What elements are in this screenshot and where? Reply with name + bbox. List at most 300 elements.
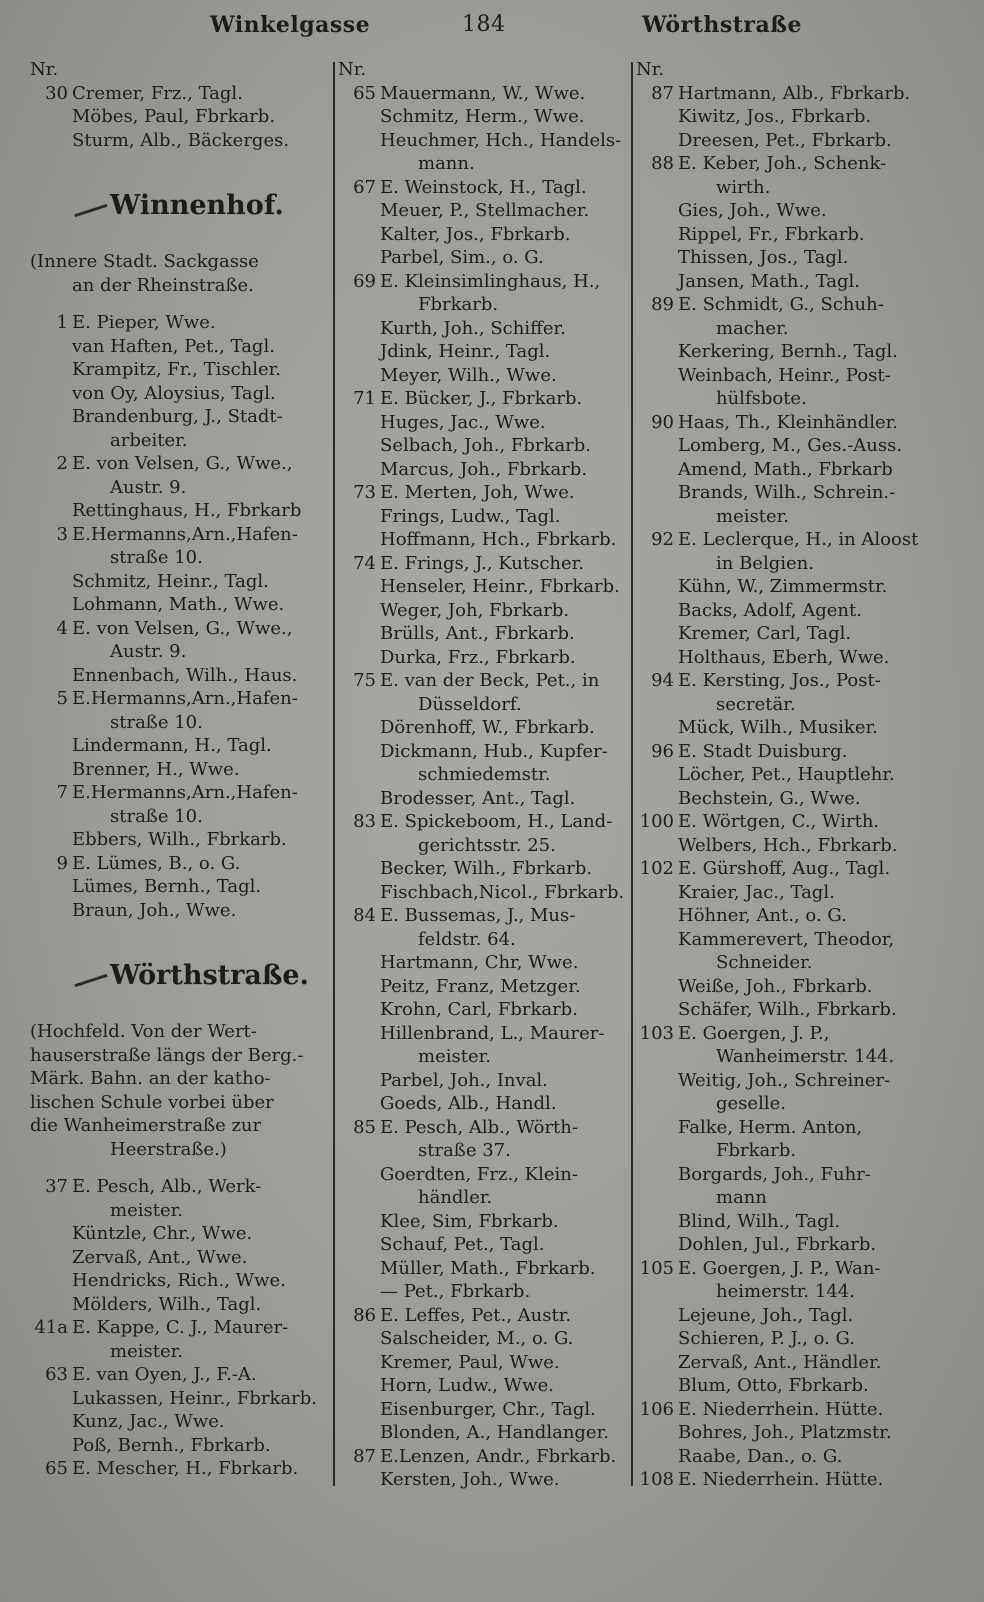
page-header bbox=[0, 12, 984, 52]
directory-entry-line bbox=[338, 1280, 628, 1304]
entry-text: geselle. bbox=[716, 1093, 786, 1114]
entry-text: Salscheider, M., o. G. bbox=[380, 1328, 574, 1349]
directory-entry-line bbox=[338, 975, 628, 999]
directory-entry-line bbox=[338, 1351, 628, 1375]
directory-entry-line bbox=[338, 575, 628, 599]
entry-text: Brodesser, Ant., Tagl. bbox=[380, 787, 576, 809]
entry-text: Zervaß, Ant., Wwe. bbox=[72, 1246, 248, 1268]
entry-text: Mück, Wilh., Musiker. bbox=[678, 717, 878, 738]
directory-entry-line bbox=[636, 928, 936, 952]
entry-text: straße 37. bbox=[418, 1140, 511, 1161]
directory-entry-line bbox=[636, 1210, 936, 1234]
directory-entry-line bbox=[30, 82, 330, 106]
house-number: 87 bbox=[651, 82, 674, 104]
directory-entry-line bbox=[338, 105, 628, 129]
directory-entry-line bbox=[636, 1233, 936, 1257]
entry-text: Selbach, Joh., Fbrkarb. bbox=[380, 435, 592, 456]
directory-entry-line bbox=[338, 1257, 628, 1281]
entry-text: E. Niederrhein. Hütte. bbox=[678, 1398, 884, 1420]
house-number: 105 bbox=[639, 1257, 674, 1279]
directory-entry-line bbox=[636, 1351, 936, 1375]
directory-entry-line bbox=[30, 523, 330, 547]
directory-entry-line bbox=[636, 364, 936, 388]
entry-text: Möbes, Paul, Fbrkarb. bbox=[72, 106, 276, 127]
house-number: 75 bbox=[353, 670, 376, 691]
house-number: 94 bbox=[651, 670, 674, 691]
directory-entry-line bbox=[636, 857, 936, 881]
entry-text: Wanheimerstr. 144. bbox=[716, 1046, 895, 1067]
column-divider bbox=[333, 62, 335, 1486]
entry-text: Bohres, Joh., Platzmstr. bbox=[678, 1422, 892, 1443]
directory-entry-line bbox=[636, 1022, 936, 1046]
entry-text: Meyer, Wilh., Wwe. bbox=[380, 364, 557, 386]
directory-entry-line bbox=[636, 340, 936, 364]
entry-text: Schneider. bbox=[716, 952, 813, 973]
header-right-street: Wörthstraße bbox=[642, 12, 802, 38]
entry-text: lischen Schule vorbei über bbox=[30, 1091, 274, 1113]
directory-entry-line bbox=[338, 1327, 628, 1351]
directory-entry-line bbox=[30, 311, 330, 335]
house-number: 65 bbox=[353, 82, 376, 104]
directory-entry-line bbox=[30, 1363, 330, 1387]
directory-entry-line bbox=[636, 834, 936, 858]
directory-entry-line bbox=[636, 1139, 936, 1163]
house-number: 86 bbox=[353, 1304, 376, 1326]
entry-text: Krohn, Carl, Fbrkarb. bbox=[380, 999, 578, 1020]
directory-entry-line bbox=[636, 387, 936, 411]
directory-entry-line bbox=[338, 481, 628, 505]
directory-entry-line bbox=[30, 1387, 330, 1411]
house-number: 90 bbox=[651, 411, 674, 433]
entry-text: E. Weinstock, H., Tagl. bbox=[380, 176, 587, 198]
spacer bbox=[30, 297, 330, 311]
entry-text: E. Goergen, J. P., bbox=[678, 1022, 830, 1044]
house-number: 41a bbox=[34, 1317, 68, 1338]
entry-text: meister. bbox=[110, 1199, 183, 1221]
entry-text: hauserstraße längs der Berg.- bbox=[30, 1044, 304, 1066]
entry-text: Nr. bbox=[338, 59, 367, 80]
entry-text: macher. bbox=[716, 317, 789, 339]
entry-text: Brands, Wilh., Schrein.- bbox=[678, 482, 896, 503]
entry-text: Krampitz, Fr., Tischler. bbox=[72, 359, 282, 380]
entry-text: Fbrkarb. bbox=[716, 1140, 797, 1161]
house-number: 100 bbox=[639, 811, 674, 832]
entry-text: Parbel, Sim., o. G. bbox=[380, 247, 544, 268]
entry-text: straße 10. bbox=[110, 805, 203, 827]
entry-text: (Hochfeld. Von der Wert- bbox=[30, 1021, 257, 1042]
house-number: 71 bbox=[353, 388, 376, 409]
directory-entry-line bbox=[636, 622, 936, 646]
entry-text: Lindermann, H., Tagl. bbox=[72, 735, 272, 756]
entry-text: E. Keber, Joh., Schenk- bbox=[678, 153, 887, 174]
entry-text: Gies, Joh., Wwe. bbox=[678, 200, 827, 221]
entry-text: Dohlen, Jul., Fbrkarb. bbox=[678, 1234, 877, 1255]
directory-entry-line bbox=[30, 805, 330, 829]
directory-entry-line bbox=[636, 1421, 936, 1445]
directory-entry-line bbox=[338, 364, 628, 388]
entry-text: Parbel, Joh., Inval. bbox=[380, 1069, 548, 1091]
directory-entry-line bbox=[30, 1138, 330, 1162]
entry-text: Lümes, Bernh., Tagl. bbox=[72, 876, 262, 897]
directory-entry-line bbox=[338, 270, 628, 294]
house-number: 65 bbox=[45, 1458, 68, 1479]
directory-entry-line bbox=[636, 528, 936, 552]
entry-text: Sturm, Alb., Bäckerges. bbox=[72, 129, 290, 151]
entry-text: Jdink, Heinr., Tagl. bbox=[380, 341, 551, 362]
house-number: 9 bbox=[56, 852, 68, 874]
spacer bbox=[30, 1161, 330, 1175]
entry-text: Löcher, Pet., Hauptlehr. bbox=[678, 764, 895, 785]
directory-entry-line bbox=[30, 570, 330, 594]
directory-entry-line bbox=[338, 998, 628, 1022]
entry-text: in Belgien. bbox=[716, 552, 814, 574]
house-number: 3 bbox=[56, 523, 68, 545]
entry-text: Schmitz, Heinr., Tagl. bbox=[72, 570, 269, 592]
entry-text: Kurth, Joh., Schiffer. bbox=[380, 317, 566, 339]
directory-entry-line bbox=[30, 781, 330, 805]
entry-text: Raabe, Dan., o. G. bbox=[678, 1445, 843, 1467]
directory-entry-line bbox=[338, 317, 628, 341]
entry-text: E. Leclerque, H., in Aloost bbox=[678, 529, 919, 550]
directory-entry-line bbox=[338, 1186, 628, 1210]
entry-text: Hendricks, Rich., Wwe. bbox=[72, 1270, 286, 1291]
directory-entry-line bbox=[636, 129, 936, 153]
directory-entry-line bbox=[338, 223, 628, 247]
entry-text: straße 10. bbox=[110, 711, 203, 733]
entry-text: Lejeune, Joh., Tagl. bbox=[678, 1304, 854, 1326]
directory-entry-line bbox=[30, 617, 330, 641]
directory-entry-line bbox=[338, 552, 628, 576]
directory-entry-line bbox=[30, 1410, 330, 1434]
entry-text: Eisenburger, Chr., Tagl. bbox=[380, 1398, 596, 1420]
spacer bbox=[30, 922, 330, 946]
directory-entry-line bbox=[338, 246, 628, 270]
directory-entry-line bbox=[636, 270, 936, 294]
column-3 bbox=[636, 58, 936, 1492]
directory-entry-line bbox=[636, 199, 936, 223]
directory-entry-line bbox=[30, 852, 330, 876]
spacer bbox=[30, 152, 330, 176]
entry-text: E. Bücker, J., Fbrkarb. bbox=[380, 388, 583, 409]
directory-entry-line bbox=[636, 176, 936, 200]
entry-text: Brandenburg, J., Stadt- bbox=[72, 406, 283, 427]
directory-entry-line bbox=[30, 1175, 330, 1199]
directory-entry-line bbox=[338, 1092, 628, 1116]
directory-entry-line bbox=[30, 476, 330, 500]
directory-entry-line bbox=[636, 951, 936, 975]
directory-entry-line bbox=[338, 58, 628, 82]
entry-text: Austr. 9. bbox=[110, 476, 187, 498]
heading-dash bbox=[74, 204, 107, 217]
entry-text: Ennenbach, Wilh., Haus. bbox=[72, 664, 298, 686]
directory-entry-line bbox=[30, 58, 330, 82]
house-number: 1 bbox=[56, 312, 68, 333]
directory-entry-line bbox=[338, 1163, 628, 1187]
house-number: 85 bbox=[353, 1116, 376, 1138]
entry-text: Schäfer, Wilh., Fbrkarb. bbox=[678, 999, 897, 1020]
directory-entry-line bbox=[636, 1327, 936, 1351]
entry-text: E. Kappe, C. J., Maurer- bbox=[72, 1317, 289, 1338]
directory-entry-line bbox=[338, 1445, 628, 1469]
entry-text: Märk. Bahn. an der katho- bbox=[30, 1068, 271, 1089]
entry-text: Ebbers, Wilh., Fbrkarb. bbox=[72, 829, 287, 850]
column-2 bbox=[338, 58, 628, 1492]
page-number: 184 bbox=[462, 12, 506, 37]
entry-text: Höhner, Ant., o. G. bbox=[678, 905, 847, 926]
entry-text: secretär. bbox=[716, 693, 796, 715]
entry-text: Braun, Joh., Wwe. bbox=[72, 899, 237, 921]
directory-entry-line bbox=[30, 1246, 330, 1270]
directory-entry-line bbox=[338, 1468, 628, 1492]
directory-entry-line bbox=[338, 152, 628, 176]
directory-entry-line bbox=[636, 1374, 936, 1398]
directory-entry-line bbox=[338, 293, 628, 317]
directory-entry-line bbox=[30, 758, 330, 782]
entry-text: Müller, Math., Fbrkarb. bbox=[380, 1257, 596, 1279]
directory-entry-line bbox=[30, 875, 330, 899]
directory-entry-line bbox=[338, 1069, 628, 1093]
spacer bbox=[30, 1006, 330, 1020]
house-number: 74 bbox=[353, 552, 376, 574]
directory-entry-line bbox=[338, 740, 628, 764]
directory-entry-line bbox=[30, 687, 330, 711]
entry-text: Marcus, Joh., Fbrkarb. bbox=[380, 458, 588, 480]
directory-entry-line bbox=[30, 711, 330, 735]
directory-entry-line bbox=[338, 458, 628, 482]
entry-text: E. Gürshoff, Aug., Tagl. bbox=[678, 858, 891, 879]
entry-text: Fischbach,Nicol., Fbrkarb. bbox=[380, 881, 625, 903]
directory-entry-line bbox=[30, 899, 330, 923]
entry-text: — Pet., Fbrkarb. bbox=[380, 1281, 531, 1302]
directory-entry-line bbox=[30, 335, 330, 359]
directory-entry-line bbox=[636, 693, 936, 717]
directory-entry-line bbox=[338, 928, 628, 952]
entry-text: Poß, Bernh., Fbrkarb. bbox=[72, 1434, 271, 1456]
street-heading bbox=[30, 946, 330, 1006]
entry-text: E. Lümes, B., o. G. bbox=[72, 852, 241, 874]
header-left-street: Winkelgasse bbox=[210, 12, 371, 38]
directory-entry-line bbox=[30, 405, 330, 429]
entry-text: E. Wörtgen, C., Wirth. bbox=[678, 811, 880, 832]
directory-entry-line bbox=[636, 317, 936, 341]
directory-entry-line bbox=[30, 1269, 330, 1293]
directory-entry-line bbox=[636, 434, 936, 458]
house-number: 37 bbox=[45, 1176, 68, 1197]
entry-text: meister. bbox=[110, 1340, 183, 1362]
house-number: 92 bbox=[651, 529, 674, 550]
entry-text: Schauf, Pet., Tagl. bbox=[380, 1234, 545, 1255]
entry-text: E. Schmidt, G., Schuh- bbox=[678, 294, 884, 315]
directory-entry-line bbox=[30, 546, 330, 570]
house-number: 87 bbox=[353, 1445, 376, 1467]
directory-entry-line bbox=[30, 828, 330, 852]
entry-text: Dreesen, Pet., Fbrkarb. bbox=[678, 129, 892, 151]
house-number: 83 bbox=[353, 811, 376, 832]
directory-entry-line bbox=[636, 1092, 936, 1116]
directory-entry-line bbox=[636, 105, 936, 129]
entry-text: Hillenbrand, L., Maurer- bbox=[380, 1022, 605, 1044]
directory-entry-line bbox=[30, 1293, 330, 1317]
directory-entry-line bbox=[636, 810, 936, 834]
entry-text: Austr. 9. bbox=[110, 641, 187, 662]
directory-entry-line bbox=[636, 1116, 936, 1140]
entry-text: meister. bbox=[418, 1046, 491, 1067]
house-number: 84 bbox=[353, 905, 376, 926]
entry-text: Heerstraße.) bbox=[110, 1138, 227, 1160]
house-number: 89 bbox=[651, 294, 674, 315]
entry-text: Blum, Otto, Fbrkarb. bbox=[678, 1375, 869, 1396]
entry-text: E. Goergen, J. P., Wan- bbox=[678, 1257, 881, 1279]
directory-entry-line bbox=[30, 1114, 330, 1138]
entry-text: Hartmann, Chr, Wwe. bbox=[380, 952, 579, 973]
directory-entry-line bbox=[338, 1374, 628, 1398]
entry-text: wirth. bbox=[716, 176, 771, 198]
directory-entry-line bbox=[636, 1163, 936, 1187]
directory-entry-line bbox=[636, 1445, 936, 1469]
directory-entry-line bbox=[636, 246, 936, 270]
entry-text: Kremer, Paul, Wwe. bbox=[380, 1351, 560, 1373]
entry-text: Welbers, Hch., Fbrkarb. bbox=[678, 834, 898, 856]
directory-entry-line bbox=[636, 552, 936, 576]
directory-entry-line bbox=[30, 1067, 330, 1091]
directory-entry-line bbox=[338, 693, 628, 717]
entry-text: heimerstr. 144. bbox=[716, 1281, 855, 1302]
entry-text: Kiwitz, Jos., Fbrkarb. bbox=[678, 106, 872, 127]
directory-entry-line bbox=[636, 1304, 936, 1328]
directory-entry-line bbox=[636, 787, 936, 811]
house-number: 5 bbox=[56, 688, 68, 709]
directory-entry-line bbox=[636, 458, 936, 482]
directory-entry-line bbox=[338, 1210, 628, 1234]
entry-text: Schieren, P. J., o. G. bbox=[678, 1328, 856, 1349]
entry-text: Kraier, Jac., Tagl. bbox=[678, 881, 835, 903]
house-number: 106 bbox=[639, 1398, 674, 1420]
entry-text: Blind, Wilh., Tagl. bbox=[678, 1210, 841, 1232]
house-number: 73 bbox=[353, 482, 376, 503]
entry-text: meister. bbox=[716, 505, 789, 527]
heading-dash bbox=[74, 974, 107, 987]
entry-text: Borgards, Joh., Fuhr- bbox=[678, 1163, 871, 1185]
directory-entry-line bbox=[338, 904, 628, 928]
entry-text: Blonden, A., Handlanger. bbox=[380, 1422, 609, 1443]
entry-text: Amend, Math., Fbrkarb bbox=[678, 458, 893, 480]
entry-text: E. Stadt Duisburg. bbox=[678, 740, 848, 762]
entry-text: arbeiter. bbox=[110, 429, 188, 451]
entry-text: Thissen, Jos., Tagl. bbox=[678, 247, 849, 268]
directory-entry-line bbox=[338, 1398, 628, 1422]
directory-entry-line bbox=[338, 1139, 628, 1163]
entry-text: E. Pieper, Wwe. bbox=[72, 312, 216, 333]
entry-text: Becker, Wilh., Fbrkarb. bbox=[380, 858, 593, 879]
directory-entry-line bbox=[338, 716, 628, 740]
house-number: 67 bbox=[353, 176, 376, 198]
directory-entry-line bbox=[30, 358, 330, 382]
directory-entry-line bbox=[636, 998, 936, 1022]
directory-entry-line bbox=[338, 1233, 628, 1257]
entry-text: mann. bbox=[418, 153, 475, 174]
entry-text: Huges, Jac., Wwe. bbox=[380, 411, 546, 433]
entry-text: E.Hermanns,Arn.,Hafen- bbox=[72, 523, 298, 545]
entry-text: an der Rheinstraße. bbox=[72, 274, 254, 296]
directory-entry-line bbox=[636, 740, 936, 764]
entry-text: Weger, Joh, Fbrkarb. bbox=[380, 599, 570, 621]
entry-text: (Innere Stadt. Sackgasse bbox=[30, 251, 259, 272]
directory-entry-line bbox=[338, 622, 628, 646]
directory-entry-line bbox=[30, 1434, 330, 1458]
directory-entry-line bbox=[30, 1020, 330, 1044]
entry-text: Kremer, Carl, Tagl. bbox=[678, 623, 852, 644]
directory-entry-line bbox=[30, 1044, 330, 1068]
directory-entry-line bbox=[338, 857, 628, 881]
directory-entry-line bbox=[30, 1340, 330, 1364]
entry-text: E. Kersting, Jos., Post- bbox=[678, 670, 881, 691]
street-heading-text: Wörthstraße. bbox=[110, 960, 309, 991]
directory-entry-line bbox=[30, 1222, 330, 1246]
directory-entry-line bbox=[636, 411, 936, 435]
directory-entry-line bbox=[338, 669, 628, 693]
entry-text: Mauermann, W., Wwe. bbox=[380, 82, 586, 104]
entry-text: Kunz, Jac., Wwe. bbox=[72, 1411, 225, 1432]
entry-text: Kerkering, Bernh., Tagl. bbox=[678, 341, 898, 362]
entry-text: E. van der Beck, Pet., in bbox=[380, 670, 600, 691]
entry-text: E. von Velsen, G., Wwe., bbox=[72, 453, 293, 474]
directory-entry-line bbox=[30, 1199, 330, 1223]
street-heading bbox=[30, 176, 330, 236]
directory-entry-line bbox=[636, 1045, 936, 1069]
entry-text: E. Spickeboom, H., Land- bbox=[380, 811, 613, 832]
directory-entry-line bbox=[636, 1280, 936, 1304]
entry-text: schmiedemstr. bbox=[418, 764, 551, 785]
entry-text: Goeds, Alb., Handl. bbox=[380, 1093, 557, 1114]
entry-text: Düsseldorf. bbox=[418, 693, 522, 715]
directory-entry-line bbox=[338, 129, 628, 153]
entry-text: Henseler, Heinr., Fbrkarb. bbox=[380, 576, 620, 597]
directory-entry-line bbox=[30, 499, 330, 523]
entry-text: E. van Oyen, J., F.-A. bbox=[72, 1364, 257, 1385]
entry-text: Brülls, Ant., Fbrkarb. bbox=[380, 623, 575, 644]
directory-entry-line bbox=[338, 810, 628, 834]
entry-text: Rippel, Fr., Fbrkarb. bbox=[678, 223, 865, 245]
house-number: 102 bbox=[639, 858, 674, 879]
entry-text: Kersten, Joh., Wwe. bbox=[380, 1469, 560, 1490]
house-number: 63 bbox=[45, 1364, 68, 1385]
directory-entry-line bbox=[636, 481, 936, 505]
directory-entry-line bbox=[636, 881, 936, 905]
directory-entry-line bbox=[636, 58, 936, 82]
column-1 bbox=[30, 58, 330, 1481]
directory-entry-line bbox=[338, 434, 628, 458]
entry-text: händler. bbox=[418, 1187, 493, 1208]
entry-text: E.Hermanns,Arn.,Hafen- bbox=[72, 782, 298, 803]
entry-text: straße 10. bbox=[110, 547, 203, 568]
directory-entry-line bbox=[636, 505, 936, 529]
directory-entry-line bbox=[636, 1069, 936, 1093]
directory-entry-line bbox=[338, 505, 628, 529]
directory-entry-line bbox=[636, 599, 936, 623]
directory-entry-line bbox=[338, 599, 628, 623]
entry-text: Zervaß, Ant., Händler. bbox=[678, 1351, 882, 1373]
entry-text: Holthaus, Eberh, Wwe. bbox=[678, 646, 890, 668]
directory-entry-line bbox=[636, 904, 936, 928]
directory-entry-line bbox=[636, 223, 936, 247]
entry-text: E. Mescher, H., Fbrkarb. bbox=[72, 1458, 299, 1479]
entry-text: mann bbox=[716, 1187, 767, 1208]
directory-entry-line bbox=[338, 1022, 628, 1046]
entry-text: E.Lenzen, Andr., Fbrkarb. bbox=[380, 1445, 617, 1467]
house-number: 88 bbox=[651, 153, 674, 174]
entry-text: von Oy, Aloysius, Tagl. bbox=[72, 382, 276, 404]
house-number: 7 bbox=[56, 782, 68, 803]
